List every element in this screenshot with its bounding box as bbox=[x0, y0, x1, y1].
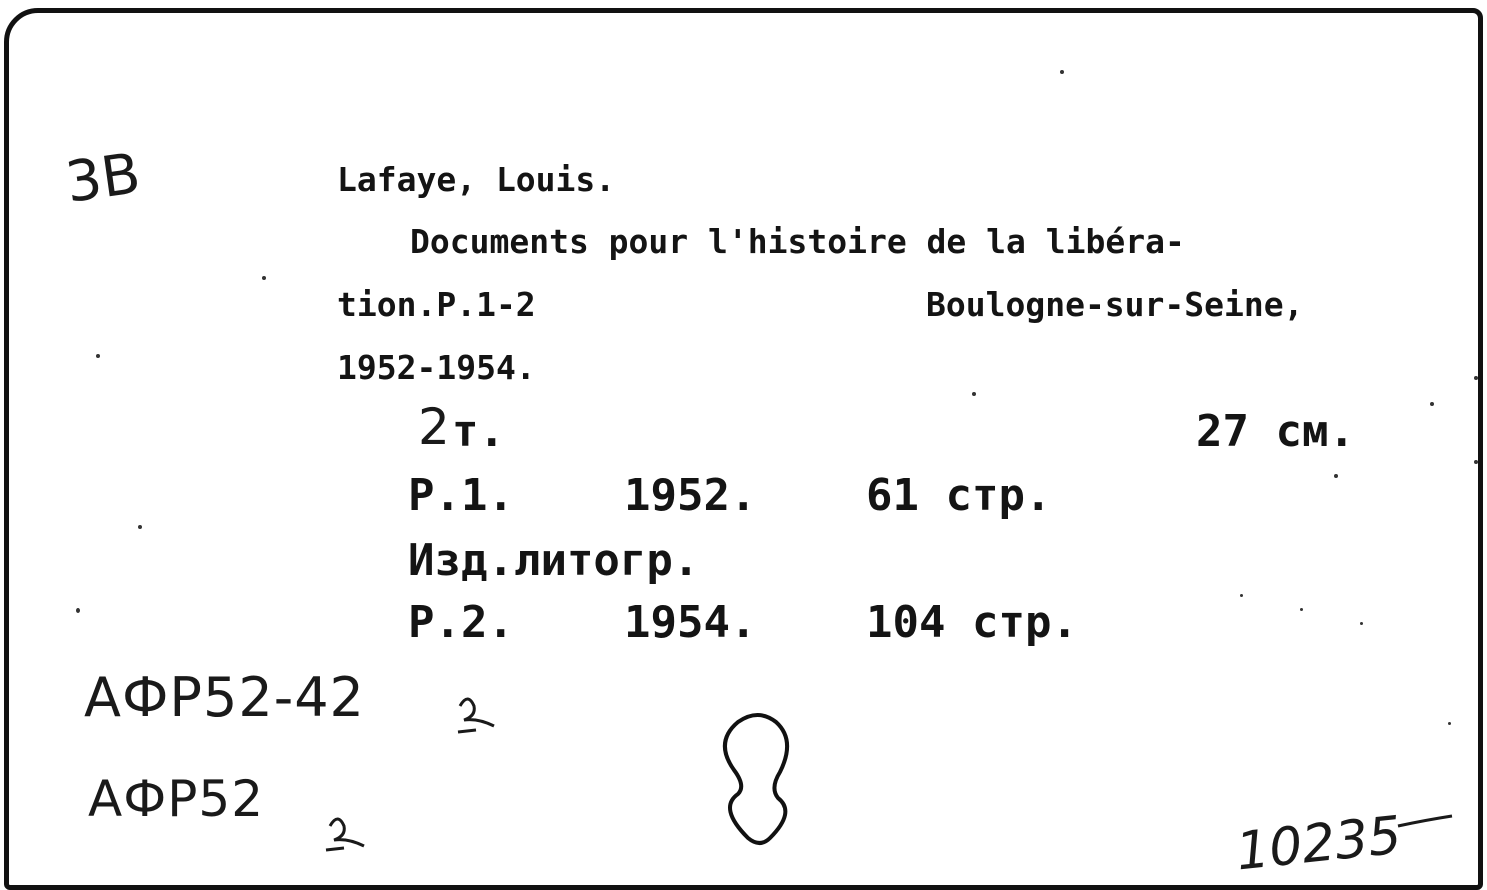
title-line-2: tion.P.1-2 bbox=[337, 285, 536, 324]
speck bbox=[1448, 722, 1451, 725]
inventory-number-1: АФР52-42 bbox=[84, 666, 365, 729]
inventory-dash-mark-2 bbox=[326, 848, 344, 850]
part-1-label: P.1. bbox=[408, 470, 514, 521]
inventory-hook-mark-1 bbox=[460, 699, 494, 726]
part-2-year: 1954. bbox=[624, 597, 757, 648]
speck bbox=[1474, 460, 1478, 464]
title-line-1: Documents pour l'histoire de la libéra- bbox=[410, 222, 1185, 261]
part-1-pages: 61 стр. bbox=[866, 470, 1052, 521]
publication-dates: 1952-1954. bbox=[337, 348, 536, 387]
speck bbox=[262, 276, 266, 280]
publication-place: Boulogne-sur-Seine, bbox=[926, 285, 1304, 324]
speck bbox=[1300, 608, 1303, 611]
accession-number: 10235 bbox=[1233, 805, 1405, 883]
speck bbox=[1360, 622, 1363, 625]
speck bbox=[972, 392, 976, 396]
accession-flourish-mark bbox=[1398, 816, 1452, 826]
speck bbox=[1334, 474, 1338, 478]
part-2-label: P.2. bbox=[408, 597, 514, 648]
edition-note: Изд.литогр. bbox=[408, 535, 700, 586]
speck bbox=[138, 525, 142, 529]
shelf-mark: 3B bbox=[61, 141, 145, 216]
volume-count-handwritten: 2 bbox=[418, 398, 450, 456]
inventory-number-2: АФР52 bbox=[88, 770, 265, 828]
speck bbox=[96, 354, 100, 358]
inventory-dash-mark-1 bbox=[458, 730, 476, 732]
inventory-hook-mark-2 bbox=[330, 819, 364, 846]
bulb-doodle-mark bbox=[725, 715, 787, 843]
author-line: Lafaye, Louis. bbox=[337, 160, 616, 199]
part-2-pages: 104 стр. bbox=[866, 597, 1078, 648]
speck bbox=[76, 608, 80, 613]
part-1-year: 1952. bbox=[624, 470, 757, 521]
speck bbox=[1060, 70, 1064, 74]
speck bbox=[1240, 594, 1243, 597]
speck bbox=[1430, 402, 1434, 406]
volume-unit: т. bbox=[452, 406, 505, 457]
size-field: 27 см. bbox=[1196, 406, 1355, 457]
speck bbox=[1474, 376, 1478, 380]
